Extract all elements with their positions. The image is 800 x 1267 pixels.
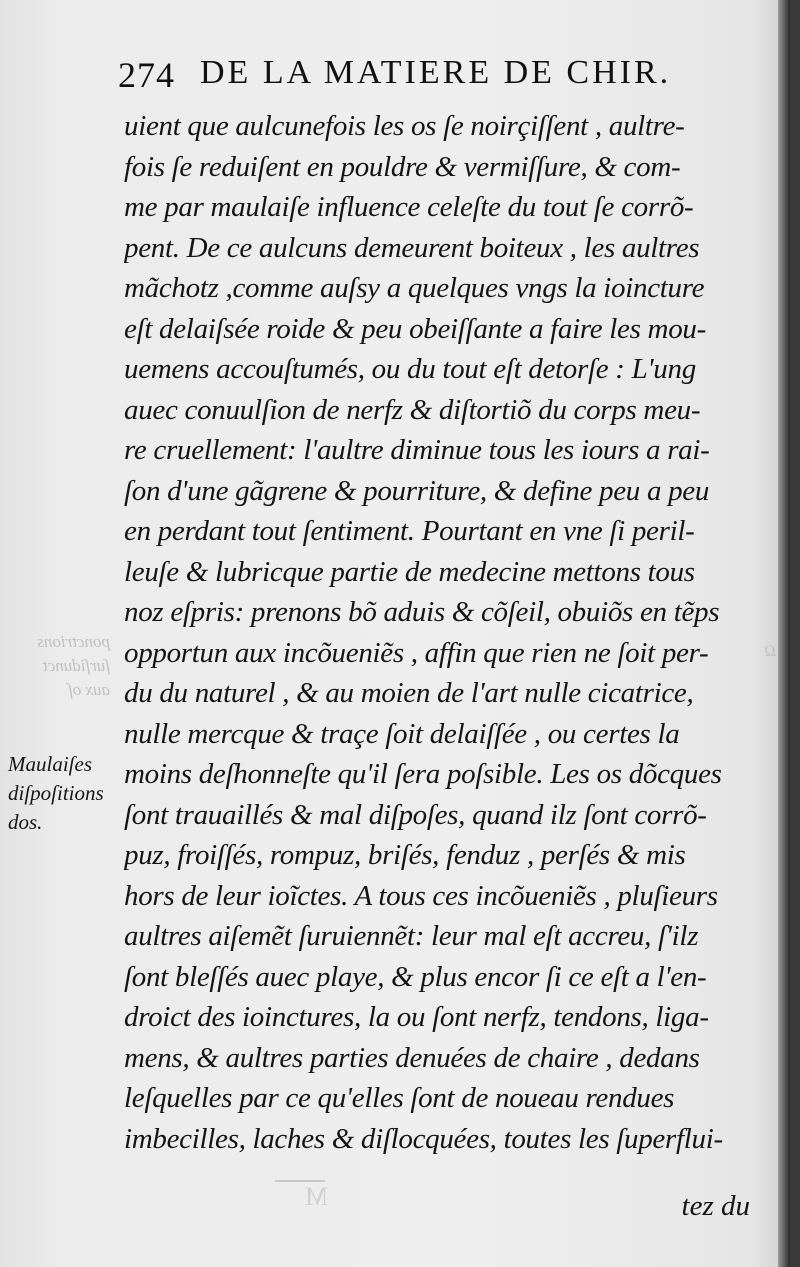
running-head: DE LA MATIERE DE CHIR. <box>200 54 672 91</box>
show-through-left: ponctrions ſurſidunct aux oſ <box>37 632 110 699</box>
margin-note-line: Maulaiſes <box>8 752 92 776</box>
text-line: re cruellement: l'aultre diminue tous les iours a rai- <box>124 434 710 466</box>
show-through-footer: M <box>305 1182 329 1211</box>
text-line: leuſe & lubricque partie de medecine mettons tous <box>124 555 695 588</box>
margin-note-line: diſpoſitions <box>8 781 104 805</box>
page-header <box>118 50 748 100</box>
text-line: nulle mercque & traçe ſoit delaiſſée , ou certes la <box>124 717 680 750</box>
text-line: uemens accouſtumés, ou du tout eſt detorſe : L'ung <box>124 353 696 385</box>
margin-note-line: dos. <box>8 810 43 834</box>
text-line: du du naturel , & au moien de l'art nulle cicatrice, <box>124 677 694 709</box>
margin-note <box>8 750 120 837</box>
text-line: hors de leur ioĩctes. A tous ces incõueniẽs , pluſieurs <box>124 879 718 912</box>
text-line: ſont trauaillés & mal diſpoſes, quand ilz ſont corrõ- <box>124 798 707 831</box>
text-line: auec conuulſion de nerfz & diſtortiõ du corps meu- <box>124 393 701 426</box>
text-line: eſt delaiſsée roide & peu obeiſſante a faire les mou- <box>124 312 706 345</box>
text-line: opportun aux incõueniẽs , affin que rien ne ſoit per- <box>124 636 709 669</box>
text-line: puz, froiſſés, rompuz, briſés, fenduz , perſés & mis <box>124 839 686 871</box>
text-line: moins deſhonneſte qu'il ſera poſsible. Les os dõcques <box>124 758 722 790</box>
text-line: ſont bleſſés auec playe, & plus encor ſi ce eſt a l'en- <box>124 960 707 993</box>
text-line: me par maulaiſe influence celeſte du tout ſe corrõ- <box>124 191 694 223</box>
text-line: mens, & aultres parties denuées de chaire , dedans <box>124 1041 700 1074</box>
text-line: aultres aiſemẽt ſuruiennẽt: leur mal eſt accreu, ſ'ilz <box>124 920 699 952</box>
text-line: fois ſe reduiſent en pouldre & vermiſſure, & com- <box>124 150 681 183</box>
text-line: uient que aulcunefois les os ſe noirçiſſent , aultre- <box>124 110 685 142</box>
text-line: mãchotz ,comme auſsy a quelques vngs la ioincture <box>124 272 705 304</box>
page-edge-shadow <box>778 0 790 1267</box>
text-line: ſon d'une gãgrene & pourriture, & define peu a peu <box>124 474 710 507</box>
catchword: tez du <box>681 1190 750 1222</box>
text-line: en perdant tout ſentiment. Pourtant en vne ſi peril- <box>124 515 695 547</box>
text-line: leſquelles par ce qu'elles ſont de noueau rendues <box>124 1082 675 1114</box>
show-through-right: Ω <box>764 643 776 660</box>
text-line: droict des ioinctures, la ou ſont nerfz, tendons, liga- <box>124 1001 709 1033</box>
text-line: imbecilles, laches & diſlocquées, toutes les ſuperflui- <box>124 1122 723 1155</box>
text-line: noz eſpris: prenons bõ aduis & cõſeil, obuiõs en tẽps <box>124 596 720 628</box>
text-line: pent. De ce aulcuns demeurent boiteux , les aultres <box>124 231 700 264</box>
body-text <box>124 106 744 1159</box>
page-number: 274 <box>118 55 175 95</box>
